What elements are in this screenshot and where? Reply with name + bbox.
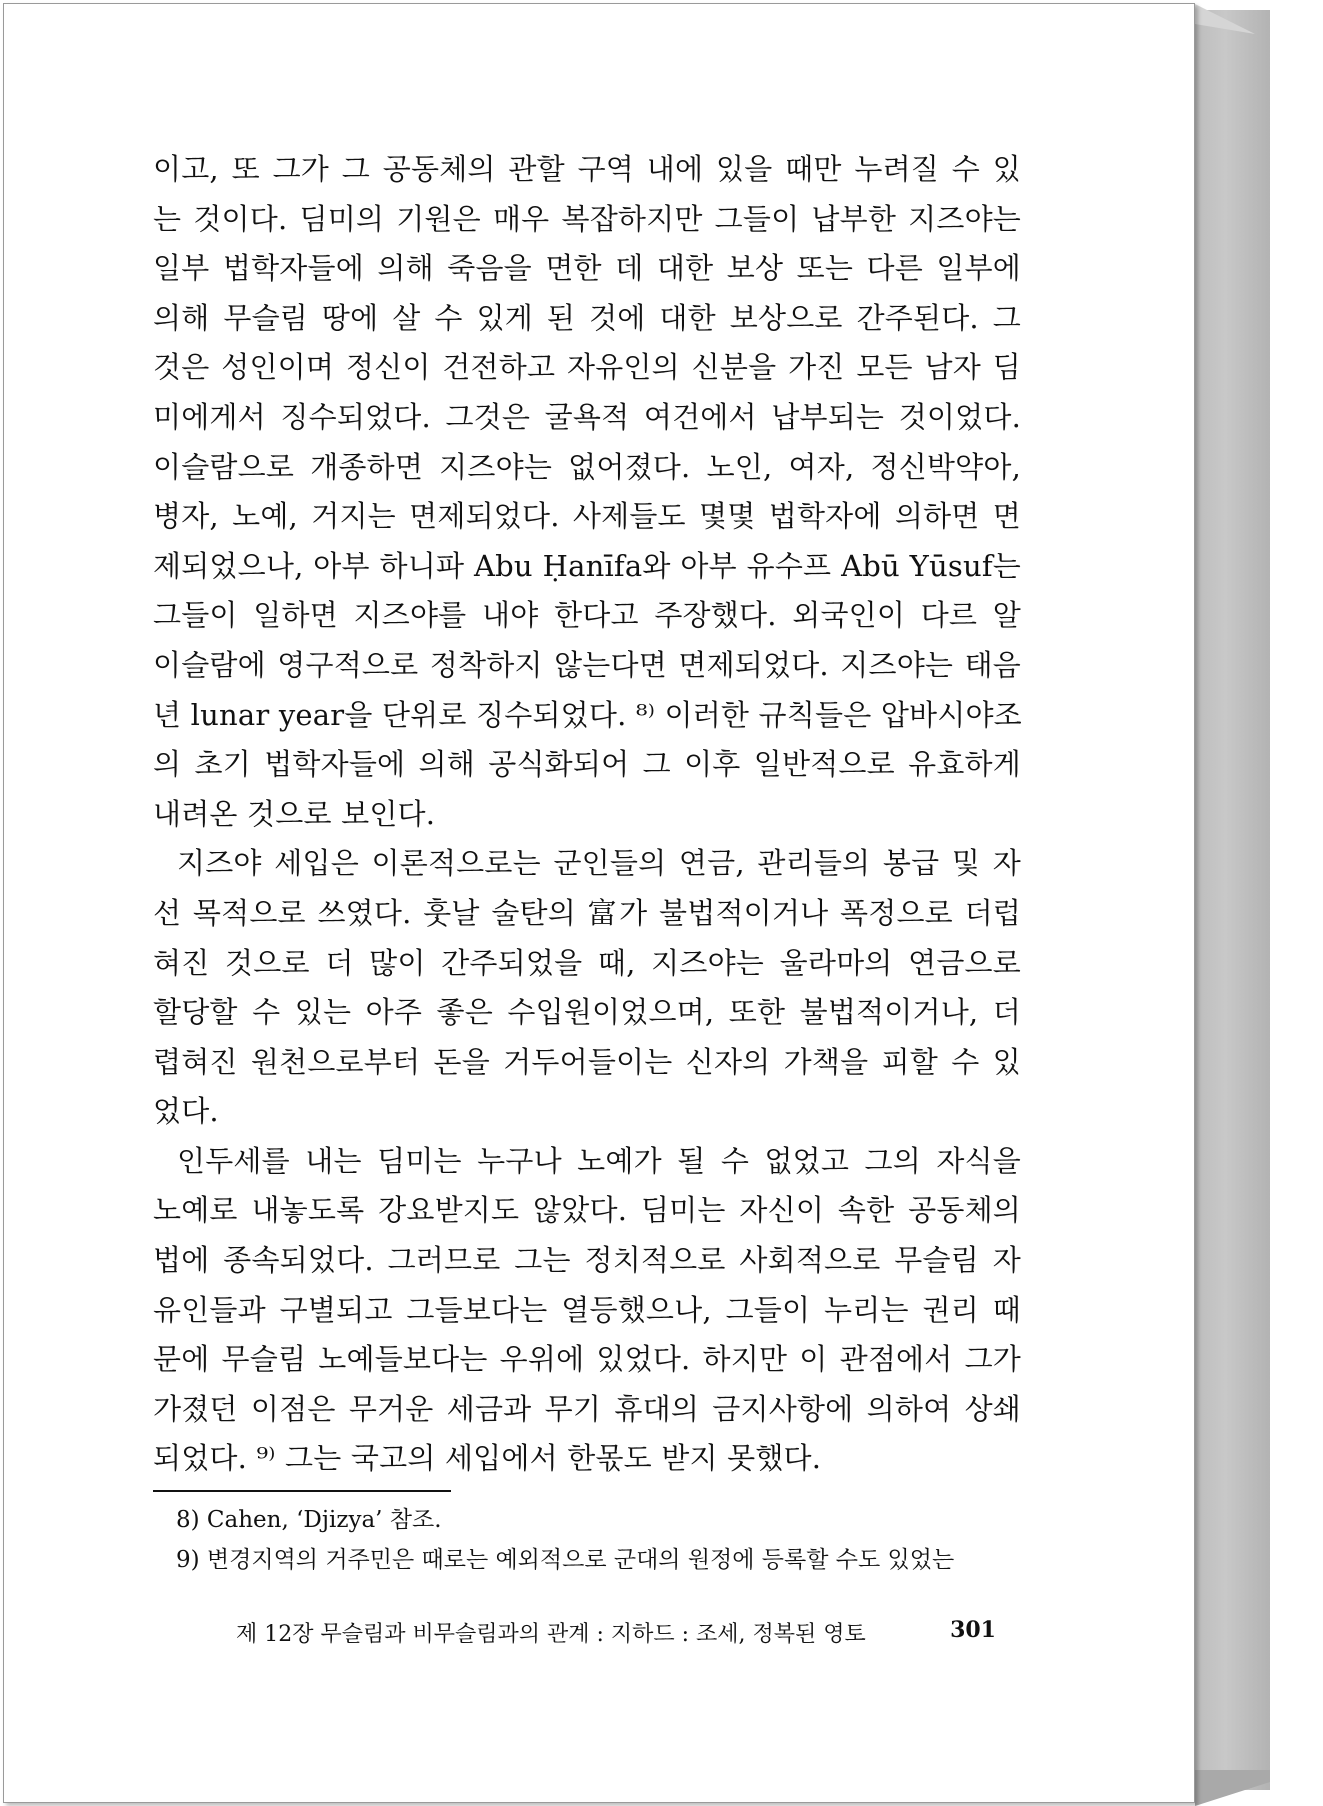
text-line: 노예로 내놓도록 강요받지도 않았다. 딤미는 자신이 속한 공동체의 [153, 1193, 1021, 1228]
text-line: 렵혀진 원천으로부터 돈을 거두어들이는 신자의 가책을 피할 수 있 [153, 1044, 1021, 1079]
text-line: 이고, 또 그가 그 공동체의 관할 구역 내에 있을 때만 누려질 수 있 [153, 152, 1021, 186]
text-line: 내려온 것으로 보인다. [153, 796, 436, 831]
text-line: 것은 성인이며 정신이 건전하고 자유인의 신분을 가진 모든 남자 딤 [153, 350, 1021, 385]
text-line: 미에게서 징수되었다. 그것은 굴욕적 여건에서 납부되는 것이었다. [153, 399, 1021, 434]
text-line: 그들이 일하면 지즈야를 내야 한다고 주장했다. 외국인이 다르 알 [153, 598, 1021, 633]
text-line: 일부 법학자들에 의해 죽음을 면한 데 대한 보상 또는 다른 일부에 [153, 251, 1021, 286]
text-line: 이슬람으로 개종하면 지즈야는 없어졌다. 노인, 여자, 정신박약아, [153, 449, 1021, 484]
running-footer [236, 1617, 996, 1648]
text-line: 년 lunar year을 단위로 징수되었다. ⁸⁾ 이러한 규칙들은 압바시야조 [153, 697, 1022, 732]
text-line: 의 초기 법학자들에 의해 공식화되어 그 이후 일반적으로 유효하게 [153, 747, 1021, 782]
text-line: 의해 무슬림 땅에 살 수 있게 된 것에 대한 보상으로 간주된다. 그 [153, 300, 1021, 335]
text-line: 제되었으나, 아부 하니파 Abu Ḥanīfa와 아부 유수프 Abū Yūsuf는 [153, 548, 1021, 583]
text-line: 지즈야 세입은 이론적으로는 군인들의 연금, 관리들의 봉급 및 자 [177, 846, 1021, 881]
page-number: 301 [950, 1617, 996, 1643]
text-line: 되었다. ⁹⁾ 그는 국고의 세입에서 한몫도 받지 못했다. [153, 1441, 822, 1476]
book-page-edge [1195, 10, 1270, 1790]
footnote-9: 9) 변경지역의 거주민은 때로는 예외적으로 군대의 원정에 등록할 수도 있었는 [176, 1547, 955, 1573]
text-line: 인두세를 내는 딤미는 누구나 노예가 될 수 없었고 그의 자식을 [177, 1143, 1021, 1178]
paragraph-1 [153, 145, 1021, 839]
paragraph-2 [153, 839, 1021, 1137]
text-line: 었다. [153, 1094, 219, 1129]
text-line: 가졌던 이점은 무거운 세금과 무기 휴대의 금지사항에 의하여 상쇄 [153, 1391, 1021, 1426]
text-line: 병자, 노예, 거지는 면제되었다. 사제들도 몇몇 법학자에 의하면 면 [153, 499, 1021, 534]
footnotes [176, 1500, 1016, 1580]
paragraph-3 [153, 1137, 1021, 1484]
footnote-divider [153, 1490, 451, 1492]
text-line: 선 목적으로 쓰였다. 훗날 술탄의 富가 불법적이거나 폭정으로 더럽 [153, 895, 1021, 930]
text-line: 법에 종속되었다. 그러므로 그는 정치적으로 사회적으로 무슬림 자 [153, 1243, 1021, 1278]
text-line: 혀진 것으로 더 많이 간주되었을 때, 지즈야는 울라마의 연금으로 [153, 945, 1021, 980]
chapter-title: 제 12장 무슬림과 비무슬림과의 관계 : 지하드 : 조세, 정복된 영토 [236, 1622, 866, 1647]
footnote-8: 8) Cahen, ‘Djizya’ 참조. [176, 1507, 442, 1533]
body-text [153, 145, 1021, 1484]
text-line: 는 것이다. 딤미의 기원은 매우 복잡하지만 그들이 납부한 지즈야는 [153, 201, 1021, 236]
text-line: 유인들과 구별되고 그들보다는 열등했으나, 그들이 누리는 권리 때 [153, 1292, 1021, 1327]
text-line: 문에 무슬림 노예들보다는 우위에 있었다. 하지만 이 관점에서 그가 [153, 1342, 1021, 1377]
text-line: 이슬람에 영구적으로 정착하지 않는다면 면제되었다. 지즈야는 태음 [153, 647, 1021, 682]
book-page [3, 3, 1195, 1803]
text-line: 할당할 수 있는 아주 좋은 수입원이었으며, 또한 불법적이거나, 더 [153, 995, 1021, 1030]
